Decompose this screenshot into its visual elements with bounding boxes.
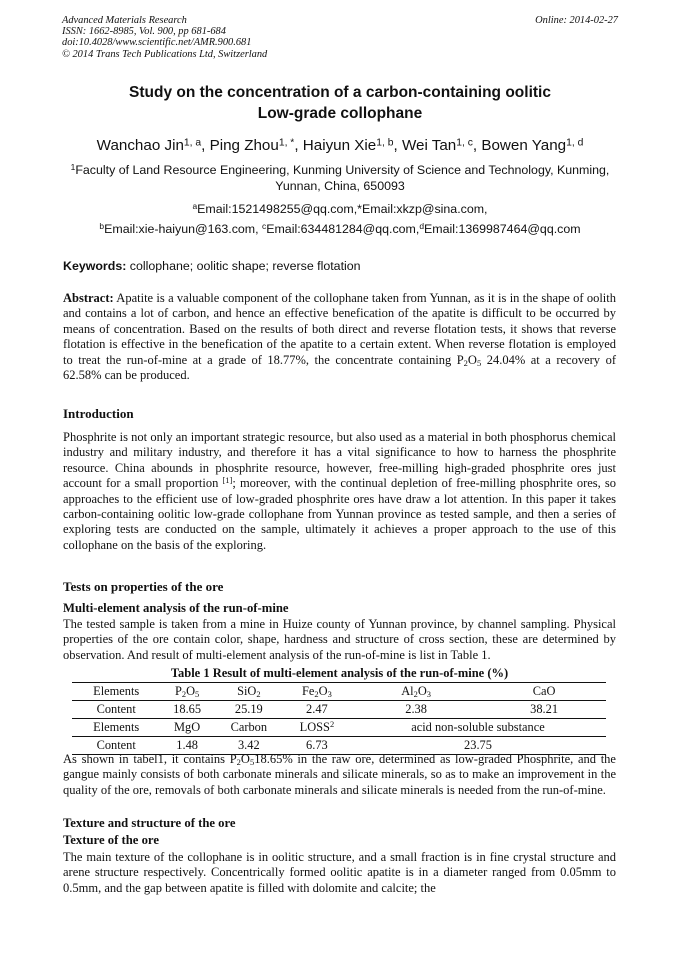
email-line-2: $^b$Email:xie-haiyun@163.com, $^c$Email:634481284@qq.com,$^d$Email:1369987464@qq.com — [99, 221, 581, 236]
table-row: Elements $P_2O_5$ SiO$_2$ $Fe_2O_3$ $Al_2O_3$ CaO — [72, 683, 606, 701]
author-list — [62, 137, 618, 154]
title-line-2: Low-grade collophane — [257, 105, 423, 122]
keywords-text: collophane; oolitic shape; reverse flotation — [126, 259, 361, 273]
affiliation: $^1$Faculty of Land Resource Engineering, Kunming University of Science and Technology, Kunming, Yunnan, China, 650093 — [70, 162, 610, 193]
citation: [1] — [222, 475, 233, 486]
abstract-label: Abstract: — [63, 291, 114, 305]
issn-line: ISSN: 1662-8985, Vol. 900, pp 681-684 — [62, 26, 226, 38]
table-discussion: As shown in tabel1, it contains $P_2O_518.65\%$ in the raw ore, determined as low-graded Phosphrite, and the gangue mainly consists of both carbonate minerals and silicate minerals, so as to make an improvement in the quality of the ore, removals of both carbonate minerals and silicate minerals is needed from the run-of-mine. — [63, 752, 616, 797]
author: Haiyun Xie$^{1, b}$, — [302, 137, 402, 154]
author: Wei Tan$^{1, c}$, — [401, 137, 482, 154]
journal-header — [62, 15, 618, 60]
author: Ping Zhou$^{1, *}$, — [209, 137, 303, 154]
tests-text: The tested sample is taken from a mine in Huize county of Yunnan province, by channel sampling. Physical properties of the ore contain color, shape, hardness and structure of cross section, these are determined by observation. And result of multi-element analysis of the run-of-mine is list in Table 1. — [63, 617, 616, 662]
title-line-1: Study on the concentration of a carbon-containing oolitic — [129, 84, 551, 101]
author: Wanchao Jin$^{1, a}$, — [96, 137, 210, 154]
table-caption: Table 1 Result of multi-element analysis of the run-of-mine (%) — [170, 666, 509, 680]
doi-line: doi:10.4028/www.scientific.net/AMR.900.681 — [62, 37, 252, 49]
texture-structure-heading: Texture and structure of the ore — [63, 816, 236, 830]
texture-text: The main texture of the collophane is in oolitic structure, and a small fraction is in fine crystal structure and arene structure respectively. Concentrically formed oolitic apatite is in a diameter ranged from 0.05mm to 0.5mm, and the gap between apatite is filled with dolomite and calcite; the — [63, 850, 616, 895]
keywords — [63, 259, 361, 273]
table-row: Elements MgO Carbon LOSS$^2$ acid non-soluble substance — [72, 719, 606, 737]
table-row: Content 1.48 3.42 6.73 23.75 — [96, 738, 492, 752]
email-line-1: $^a$Email:1521498255@qq.com,*Email:xkzp@sina.com, — [192, 201, 488, 216]
table-row: Content 18.65 25.19 2.47 2.38 38.21 — [72, 701, 606, 719]
introduction-heading: Introduction — [63, 406, 134, 421]
paper-title — [62, 82, 618, 124]
multi-element-heading: Multi-element analysis of the run-of-mine — [63, 601, 289, 615]
analysis-table — [72, 682, 606, 755]
tests-heading: Tests on properties of the ore — [63, 579, 224, 594]
journal-name: Advanced Materials Research — [62, 15, 187, 26]
online-date: Online: 2014-02-27 — [535, 15, 618, 26]
keywords-label: Keywords: — [63, 259, 127, 273]
texture-heading: Texture of the ore — [63, 833, 159, 847]
abstract: Abstract: Apatite is a valuable component of the collophane taken from Yunnan, as it is in the shape of oolith and contains a lot of carbon, and hence an effective benefication of the apatite is difficult to be occurred by means of concentration. Based on the results of both direct and reverse flotation tests, it shows that reverse flotation is effective in the benefication of the apatite to a certain extent. When reverse flotation is employed to treat the run-of-mine at a grade of 18.77%, the concentrate containing $P_2O_5$ 24.04% at a recovery of 62.58% can be produced. — [63, 291, 616, 383]
author: Bowen Yang$^{1, d}$ — [481, 137, 584, 154]
copyright-line: © 2014 Trans Tech Publications Ltd, Switzerland — [62, 48, 268, 60]
introduction-text: Phosphrite is not only an important strategic resource, but also used as a material in both phosphorus chemical industry and military industry, and therefore it has a vital significance to how to harness the phosphrite resource. China abounds in phosphrite resource, however, free-milling high-graded phosphrite ores just account for a small proportion [1]; moreover, with the continual depletion of free-milling phosphrite ores, so approaches to the efficient use of low-graded phosphrite ores have draw a lot attention. In this paper it takes carbon-containing oolitic low-grade collophane from Yunnan province as tested sample, and then a series of exploring tests are conducted on the sample, ultimately it achieves a proper approach to the use of this collophane on the basis of the exploring. — [63, 430, 616, 552]
